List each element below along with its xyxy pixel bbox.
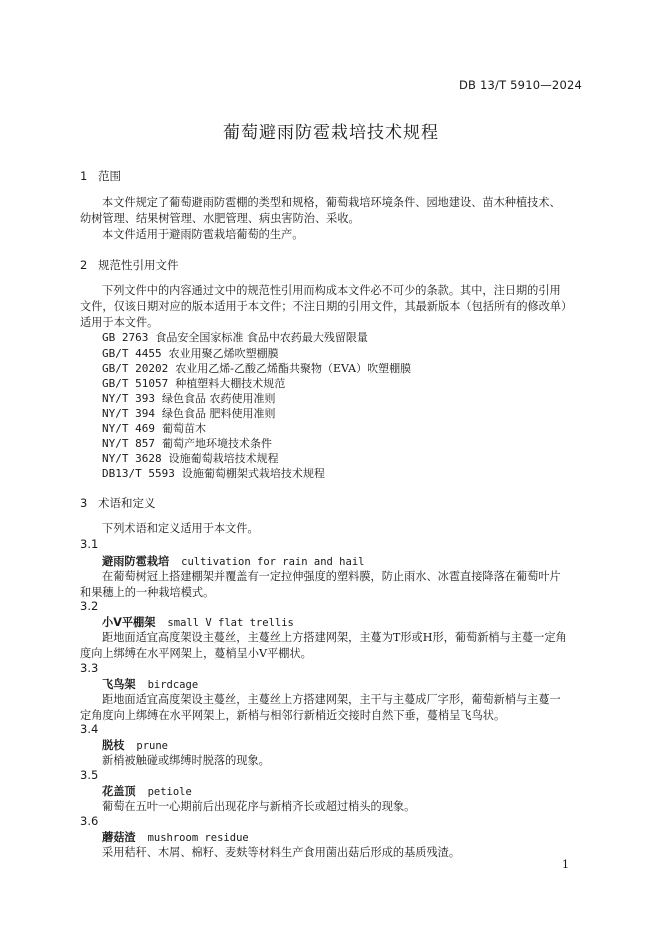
reference-code: NY/T 394 [102, 407, 155, 420]
reference-title: 绿色食品 肥料使用准则 [161, 407, 276, 420]
document-number: DB 13/T 5910—2024 [458, 78, 582, 92]
section-heading-scope [80, 168, 121, 184]
reference-code: NY/T 3628 [102, 452, 162, 465]
term-english: small V flat trellis [167, 617, 294, 629]
reference-code: GB 2763 [102, 331, 149, 344]
term-number: 3.6 [80, 814, 99, 828]
paragraph-line: 下列术语和定义适用于本文件。 [102, 522, 259, 535]
reference-code: DB13/T 5593 [102, 467, 175, 480]
term-definition: 和果穗上的一种栽培模式。 [80, 586, 215, 599]
term-number: 3.1 [80, 537, 99, 551]
section-number: 3 [80, 496, 88, 510]
paragraph-line: 文件，仅该日期对应的版本适用于本文件；不注日期的引用文件，其最新版本（包括所有的修改单） [80, 300, 573, 313]
term-definition: 采用秸秆、木屑、棉籽、麦麸等材料生产食用菌出菇后形成的基质残渣。 [102, 846, 461, 859]
reference-code: GB/T 51057 [102, 377, 169, 390]
reference-title: 设施葡萄棚架式栽培技术规程 [181, 467, 325, 480]
paragraph-line: 下列文件中的内容通过文中的规范性引用而构成本文件必不可少的条款。其中，注日期的引用 [102, 284, 561, 297]
reference-title: 农业用乙烯-乙酸乙烯酯共聚物（EVA）吹塑棚膜 [175, 362, 412, 375]
term-definition: 葡萄在五叶一心期前后出现花序与新梢齐长或超过梢头的现象。 [102, 800, 416, 813]
reference-title: 食品安全国家标准 食品中农药最大残留限量 [155, 331, 368, 344]
reference-item [102, 466, 325, 481]
reference-item [102, 330, 368, 345]
reference-title: 绿色食品 农药使用准则 [161, 392, 276, 405]
term-heading [102, 676, 198, 692]
reference-item [102, 406, 275, 421]
term-heading [102, 737, 168, 753]
term-english: mushroom residue [147, 832, 249, 844]
paragraph-line: 幼树管理、结果树管理、水肥管理、病虫害防治、采收。 [80, 212, 360, 225]
paragraph-line: 本文件适用于避雨防雹栽培葡萄的生产。 [102, 228, 304, 241]
term-chinese: 花盖顶 [102, 785, 136, 798]
section-title: 范围 [98, 169, 121, 183]
paragraph-line: 适用于本文件。 [80, 316, 159, 329]
term-definition: 度向上绑缚在水平网架上，蔓梢呈小V平棚状。 [80, 647, 312, 660]
section-title: 术语和定义 [98, 496, 156, 510]
section-heading-references [80, 257, 179, 273]
reference-code: GB/T 20202 [102, 362, 169, 375]
reference-title: 葡萄产地环境技术条件 [161, 437, 272, 450]
term-definition: 定角度向上绑缚在水平网架上，新梢与相邻行新梢近交接时自然下垂，蔓梢呈飞鸟状。 [80, 709, 506, 722]
reference-title: 设施葡萄栽培技术规程 [168, 452, 279, 465]
reference-code: NY/T 393 [102, 392, 155, 405]
paragraph-line: 本文件规定了葡萄避雨防雹棚的类型和规格，葡萄栽培环境条件、园地建设、苗木种植技术、 [102, 196, 561, 209]
reference-item [102, 421, 206, 436]
term-number: 3.2 [80, 599, 99, 613]
page-title: 葡萄避雨防雹栽培技术规程 [223, 123, 439, 143]
term-number: 3.4 [80, 722, 99, 736]
reference-item [102, 436, 272, 451]
section-number: 2 [80, 258, 88, 272]
term-definition: 距地面适宜高度架设主蔓丝，主蔓丝上方搭建网架，主蔓为T形或H形，葡萄新梢与主蔓一定角 [102, 631, 567, 644]
section-title: 规范性引用文件 [98, 258, 179, 272]
term-chinese: 避雨防雹栽培 [102, 555, 170, 568]
reference-code: NY/T 857 [102, 437, 155, 450]
term-heading [102, 783, 192, 799]
term-heading [102, 614, 294, 630]
term-english: petiole [147, 786, 192, 798]
term-chinese: 脱枝 [102, 739, 125, 752]
term-definition: 距地面适宜高度架设主蔓丝，主蔓丝上方搭建网架，主干与主蔓成厂字形，葡萄新梢与主蔓一 [102, 693, 561, 706]
reference-item [102, 361, 411, 376]
term-chinese: 小Ⅴ平棚架 [102, 616, 156, 629]
reference-title: 种植塑料大棚技术规范 [175, 377, 286, 390]
term-heading [102, 829, 249, 845]
section-number: 1 [80, 169, 88, 183]
term-definition: 新梢被触碰或绑缚时脱落的现象。 [102, 754, 270, 767]
term-chinese: 蘑菇渣 [102, 831, 136, 844]
term-english: cultivation for rain and hail [181, 556, 365, 568]
term-english: prune [136, 740, 168, 752]
term-english: birdcage [147, 679, 199, 691]
reference-title: 农业用聚乙烯吹塑棚膜 [168, 347, 279, 360]
page-number: 1 [562, 858, 569, 871]
reference-item [102, 391, 275, 406]
reference-item [102, 376, 285, 391]
reference-code: NY/T 469 [102, 422, 155, 435]
term-number: 3.5 [80, 768, 99, 782]
term-number: 3.3 [80, 661, 99, 675]
reference-title: 葡萄苗木 [161, 422, 206, 435]
section-heading-terms [80, 495, 156, 511]
term-definition: 在葡萄树冠上搭建棚架并覆盖有一定拉伸强度的塑料膜，防止雨水、冰雹直接降落在葡萄叶片 [102, 570, 561, 583]
reference-item [102, 346, 279, 361]
term-heading [102, 553, 364, 569]
reference-item [102, 451, 279, 466]
reference-code: GB/T 4455 [102, 347, 162, 360]
term-chinese: 飞鸟架 [102, 678, 136, 691]
